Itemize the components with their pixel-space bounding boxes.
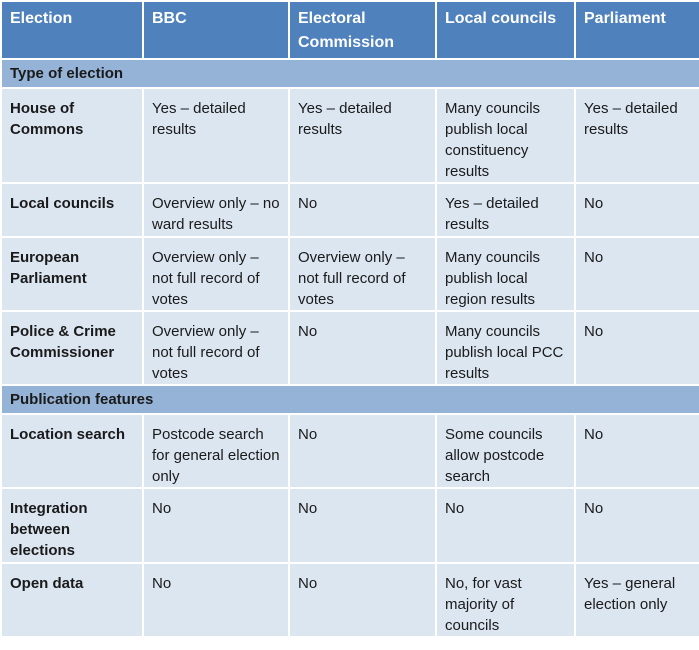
column-header-bbc: BBC	[143, 1, 289, 59]
column-header-local-councils: Local councils	[436, 1, 575, 59]
cell-electoral-commission: No	[289, 311, 436, 385]
cell-local-councils: Many councils publish local PCC results	[436, 311, 575, 385]
row-label: European Parliament	[1, 237, 143, 311]
row-label: Police & Crime Commissioner	[1, 311, 143, 385]
table-row	[1, 563, 699, 637]
cell-electoral-commission: Yes – detailed results	[289, 88, 436, 183]
column-header-electoral-commission: Electoral Commission	[289, 1, 436, 59]
column-header-parliament: Parliament	[575, 1, 699, 59]
header-row	[1, 1, 699, 59]
row-label: House of Commons	[1, 88, 143, 183]
cell-parliament: No	[575, 414, 699, 488]
cell-bbc: No	[143, 488, 289, 563]
cell-electoral-commission: No	[289, 414, 436, 488]
cell-parliament: No	[575, 488, 699, 563]
cell-bbc: Yes – detailed results	[143, 88, 289, 183]
table-row	[1, 88, 699, 183]
section-row-type-of-election	[1, 59, 699, 88]
section-row-publication-features	[1, 385, 699, 414]
table-row	[1, 414, 699, 488]
cell-electoral-commission: No	[289, 183, 436, 237]
cell-local-councils: Some councils allow postcode search	[436, 414, 575, 488]
cell-parliament: No	[575, 237, 699, 311]
cell-parliament: No	[575, 183, 699, 237]
column-header-election: Election	[1, 1, 143, 59]
table-row	[1, 311, 699, 385]
row-label: Local councils	[1, 183, 143, 237]
row-label: Integration between elections	[1, 488, 143, 563]
section-title: Publication features	[1, 385, 699, 414]
cell-parliament: No	[575, 311, 699, 385]
cell-local-councils: No	[436, 488, 575, 563]
cell-electoral-commission: Overview only – not full record of votes	[289, 237, 436, 311]
cell-bbc: Overview only – not full record of votes	[143, 237, 289, 311]
cell-bbc: Overview only – not full record of votes	[143, 311, 289, 385]
row-label: Open data	[1, 563, 143, 637]
cell-parliament: Yes – general election only	[575, 563, 699, 637]
cell-local-councils: No, for vast majority of councils	[436, 563, 575, 637]
cell-electoral-commission: No	[289, 488, 436, 563]
cell-bbc: Overview only – no ward results	[143, 183, 289, 237]
cell-local-councils: Yes – detailed results	[436, 183, 575, 237]
cell-local-councils: Many councils publish local region results	[436, 237, 575, 311]
table-row	[1, 488, 699, 563]
table-row	[1, 237, 699, 311]
table-row	[1, 183, 699, 237]
row-label: Location search	[1, 414, 143, 488]
cell-electoral-commission: No	[289, 563, 436, 637]
cell-parliament: Yes – detailed results	[575, 88, 699, 183]
cell-bbc: Postcode search for general election only	[143, 414, 289, 488]
cell-local-councils: Many councils publish local constituency results	[436, 88, 575, 183]
cell-bbc: No	[143, 563, 289, 637]
section-title: Type of election	[1, 59, 699, 88]
